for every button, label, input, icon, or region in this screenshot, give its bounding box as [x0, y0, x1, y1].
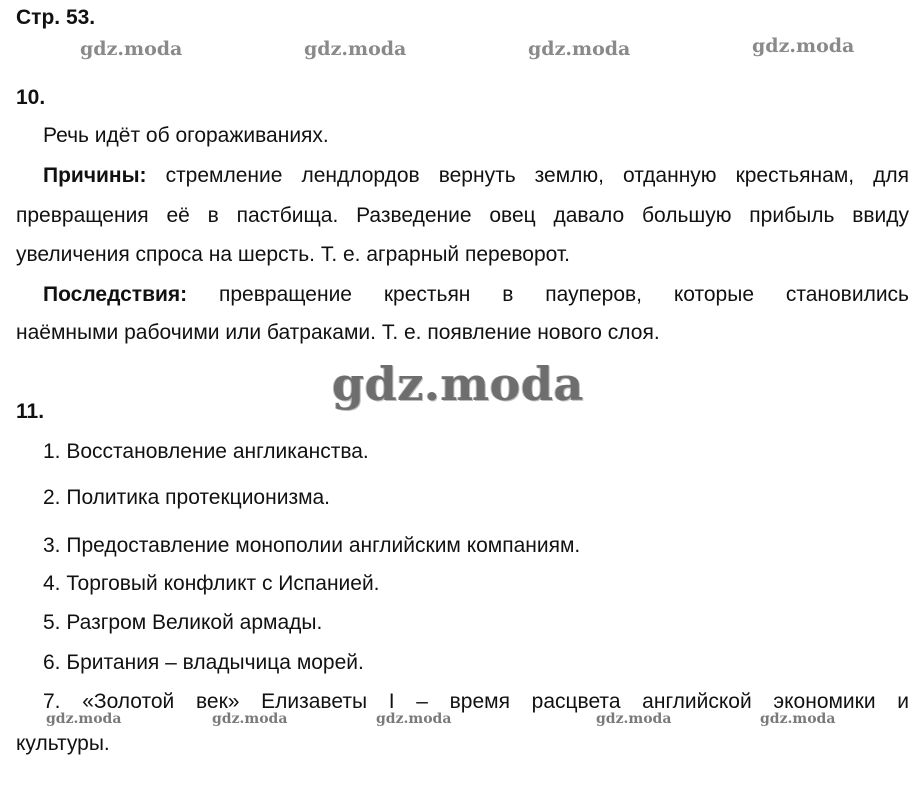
task-11-number: 11. — [16, 400, 45, 423]
effects-text: превращение крестьян в пауперов, которые становились — [187, 283, 909, 306]
watermark: gdz.moda — [304, 38, 407, 60]
task-10-causes-line-1 — [16, 164, 909, 188]
task-10-effects-line-2: наёмными рабочими или батраками. Т. е. появление нового слоя. — [16, 321, 660, 344]
watermark: gdz.moda — [752, 35, 855, 57]
task-10-causes-line-2: превращения её в пастбища. Разведение овец давало большую прибыль ввиду — [16, 204, 909, 227]
task-10-intro: Речь идёт об огораживаниях. — [43, 124, 329, 147]
effects-label: Последствия: — [43, 283, 188, 306]
task-11-item-4: 4. Торговый конфликт с Испанией. — [43, 572, 380, 595]
causes-label: Причины: — [43, 164, 147, 187]
watermark: gdz.moda — [596, 711, 672, 727]
watermark: gdz.moda — [760, 711, 836, 727]
task-10-number: 10. — [16, 86, 46, 109]
task-11-item-1: 1. Восстановление англиканства. — [43, 440, 369, 463]
watermark-large: gdz.moda — [332, 357, 584, 411]
task-11-item-7-line-2: культуры. — [16, 732, 110, 755]
task-11-item-5: 5. Разгром Великой армады. — [43, 611, 323, 634]
watermark: gdz.moda — [80, 38, 183, 60]
task-10-causes-line-3: увеличения спроса на шерсть. Т. е. аграрный переворот. — [16, 243, 571, 266]
watermark: gdz.moda — [528, 38, 631, 60]
task-11-item-3: 3. Предоставление монополии английским компаниям. — [43, 534, 581, 557]
watermark: gdz.moda — [46, 711, 122, 727]
task-11-item-6: 6. Британия – владычица морей. — [43, 651, 364, 674]
watermark: gdz.moda — [376, 711, 452, 727]
task-10-effects-line-1 — [16, 283, 909, 307]
causes-text: стремление лендлордов вернуть землю, отданную крестьянам, для — [146, 164, 909, 187]
task-11-item-2: 2. Политика протекционизма. — [43, 486, 331, 509]
watermark: gdz.moda — [212, 711, 288, 727]
task-11-item-7-line-1: 7. «Золотой век» Елизаветы I – время расцвета английской экономики и — [43, 690, 909, 713]
page-label: Стр. 53. — [16, 6, 96, 29]
